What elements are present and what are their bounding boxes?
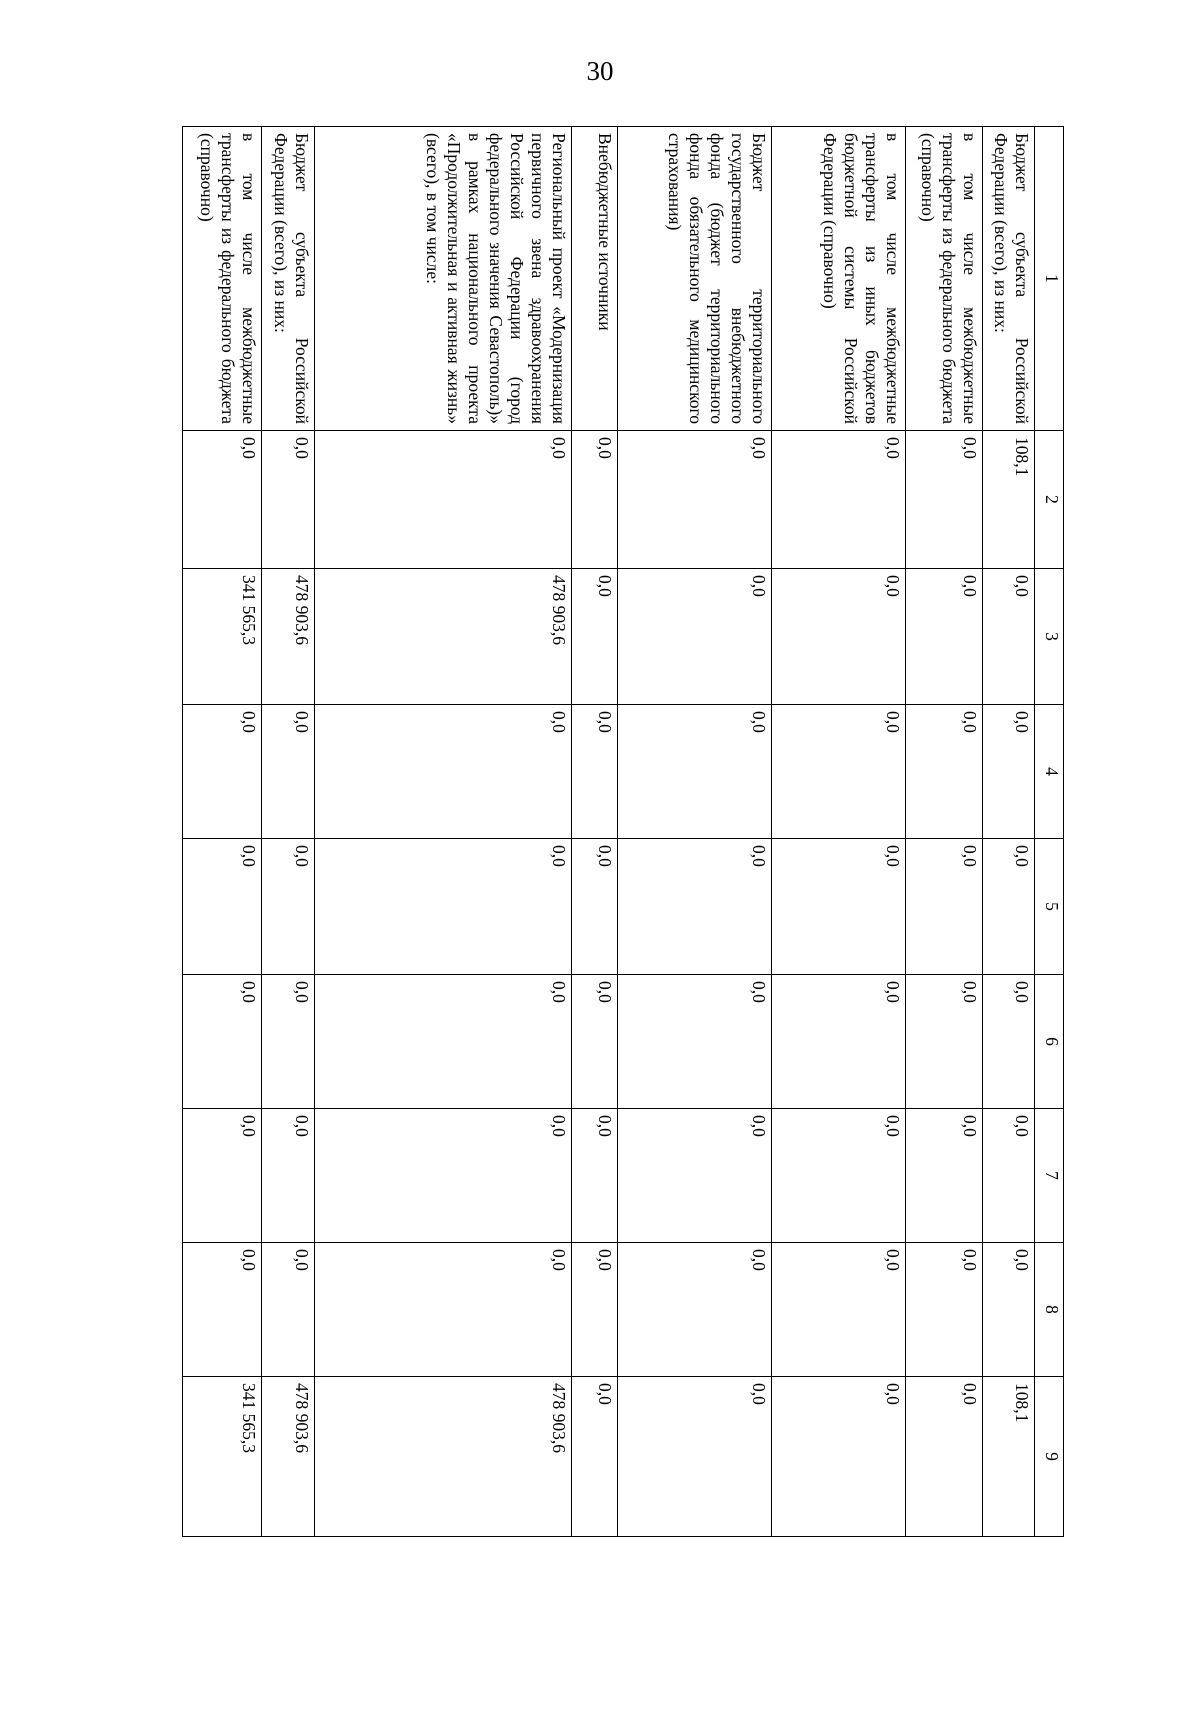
row-value: 0,0	[183, 1109, 262, 1243]
row-value: 0,0	[982, 705, 1035, 839]
row-value: 0,0	[183, 1243, 262, 1377]
row-value: 0,0	[905, 431, 982, 569]
row-value: 478 903,6	[314, 569, 571, 705]
row-value: 0,0	[314, 839, 571, 975]
row-value: 478 903,6	[262, 1377, 315, 1537]
row-value: 0,0	[905, 569, 982, 705]
row-value: 478 903,6	[314, 1377, 571, 1537]
row-value: 0,0	[314, 975, 571, 1109]
row-label: Бюджет субъекта Российской Федерации (всего), из них:	[262, 127, 315, 431]
row-value: 0,0	[618, 1243, 772, 1377]
row-value: 0,0	[262, 839, 315, 975]
row-value: 0,0	[982, 839, 1035, 975]
row-value: 0,0	[905, 1377, 982, 1537]
row-label: Региональный проект «Модернизация первичного звена здравоохранения Российской Федерации (город федерального значения Севастополь)» в рамках национального проекта «Продолжительная и активная жизнь» (всего), в том числе:	[314, 127, 571, 431]
row-label: в том числе межбюджетные трансферты из федерального бюджета (справочно)	[905, 127, 982, 431]
column-number: 6	[1035, 975, 1064, 1109]
row-value: 108,1	[982, 431, 1035, 569]
column-number: 7	[1035, 1109, 1064, 1243]
row-value: 0,0	[771, 1243, 905, 1377]
row-value: 0,0	[771, 569, 905, 705]
row-value: 341 565,3	[183, 569, 262, 705]
row-value: 0,0	[905, 975, 982, 1109]
row-value: 0,0	[905, 1109, 982, 1243]
column-number: 5	[1035, 839, 1064, 975]
row-label: Бюджет субъекта Российской Федерации (всего), из них:	[982, 127, 1035, 431]
column-number: 2	[1035, 431, 1064, 569]
row-value: 0,0	[314, 431, 571, 569]
table-row	[314, 127, 571, 1537]
row-value: 0,0	[982, 975, 1035, 1109]
row-value: 0,0	[771, 839, 905, 975]
row-value: 0,0	[571, 705, 617, 839]
row-value: 0,0	[618, 431, 772, 569]
column-number: 1	[1035, 127, 1064, 431]
table-row	[618, 127, 772, 1537]
column-number: 3	[1035, 569, 1064, 705]
row-value: 0,0	[183, 839, 262, 975]
row-value: 0,0	[262, 1243, 315, 1377]
row-value: 341 565,3	[183, 1377, 262, 1537]
budget-table	[182, 126, 1064, 1537]
row-value: 0,0	[982, 1243, 1035, 1377]
row-value: 0,0	[262, 1109, 315, 1243]
column-number: 4	[1035, 705, 1064, 839]
row-value: 0,0	[771, 431, 905, 569]
row-value: 0,0	[571, 975, 617, 1109]
row-value: 0,0	[571, 839, 617, 975]
column-number-row	[1035, 127, 1064, 1537]
row-value: 0,0	[982, 1109, 1035, 1243]
column-number: 9	[1035, 1377, 1064, 1537]
row-value: 0,0	[262, 431, 315, 569]
row-label: в том числе межбюджетные трансферты из федерального бюджета (справочно)	[183, 127, 262, 431]
row-value: 0,0	[618, 839, 772, 975]
row-value: 0,0	[618, 705, 772, 839]
row-value: 108,1	[982, 1377, 1035, 1537]
row-value: 0,0	[571, 1109, 617, 1243]
row-value: 0,0	[771, 1377, 905, 1537]
row-value: 0,0	[618, 1109, 772, 1243]
row-value: 0,0	[771, 705, 905, 839]
row-value: 0,0	[905, 705, 982, 839]
table-row	[771, 127, 905, 1537]
row-value: 0,0	[183, 705, 262, 839]
row-label: Бюджет территориального государственного внебюджетного фонда (бюджет территориального фонда обязательного медицинского страхования)	[618, 127, 772, 431]
row-value: 0,0	[905, 839, 982, 975]
table-row	[905, 127, 982, 1537]
row-value: 0,0	[314, 1243, 571, 1377]
column-number: 8	[1035, 1243, 1064, 1377]
row-value: 0,0	[618, 569, 772, 705]
row-value: 0,0	[262, 975, 315, 1109]
row-value: 478 903,6	[262, 569, 315, 705]
row-value: 0,0	[571, 431, 617, 569]
row-value: 0,0	[771, 975, 905, 1109]
table-row	[982, 127, 1035, 1537]
table-row	[571, 127, 617, 1537]
row-value: 0,0	[183, 431, 262, 569]
row-label: Внебюджетные источники	[571, 127, 617, 431]
table-row	[183, 127, 262, 1537]
rotated-table-wrapper	[182, 126, 1064, 1536]
table-row	[262, 127, 315, 1537]
row-value: 0,0	[982, 569, 1035, 705]
row-value: 0,0	[262, 705, 315, 839]
row-value: 0,0	[314, 1109, 571, 1243]
row-label: в том числе межбюджетные трансферты из иных бюджетов бюджетной системы Российской Федерации (справочно)	[771, 127, 905, 431]
row-value: 0,0	[571, 569, 617, 705]
row-value: 0,0	[771, 1109, 905, 1243]
row-value: 0,0	[183, 975, 262, 1109]
row-value: 0,0	[571, 1243, 617, 1377]
row-value: 0,0	[905, 1243, 982, 1377]
row-value: 0,0	[618, 975, 772, 1109]
row-value: 0,0	[314, 705, 571, 839]
row-value: 0,0	[571, 1377, 617, 1537]
row-value: 0,0	[618, 1377, 772, 1537]
page-number: 30	[586, 56, 614, 86]
